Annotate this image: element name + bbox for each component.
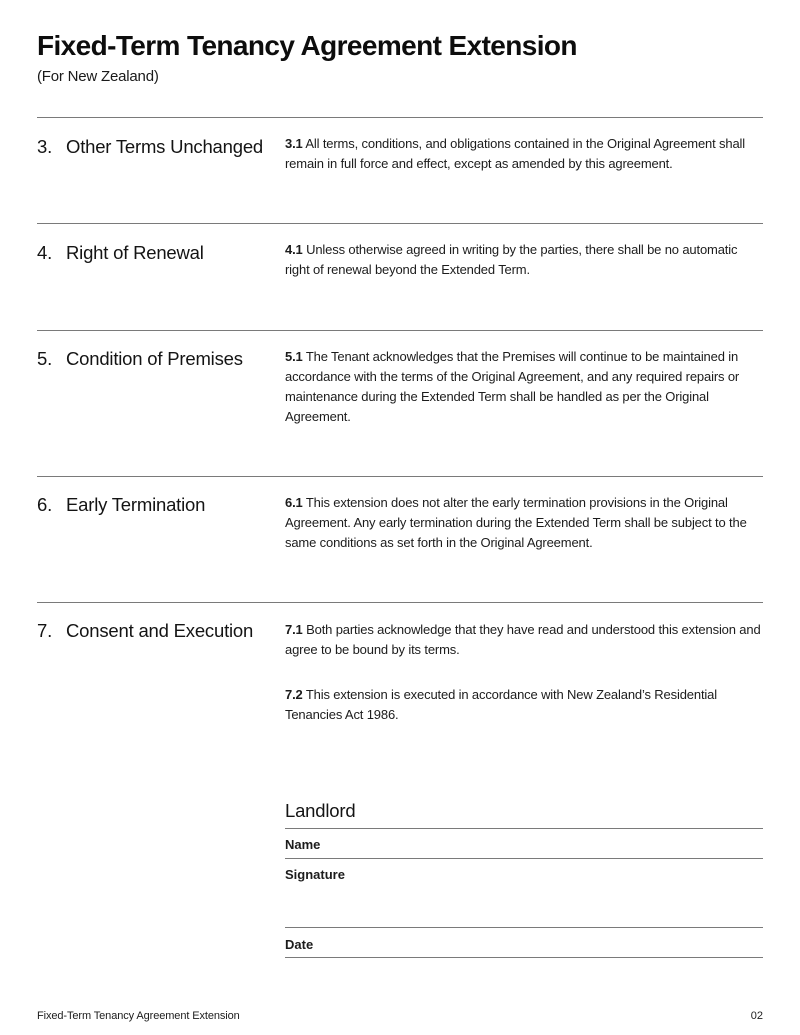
section-heading <box>37 348 243 370</box>
section-number: 5. <box>37 348 53 369</box>
section-number: 7. <box>37 620 53 641</box>
section-divider <box>37 476 763 477</box>
signature-divider <box>285 858 763 859</box>
section-heading <box>37 136 263 158</box>
signature-field[interactable]: Signature <box>285 867 345 882</box>
footer-page-number: 02 <box>750 1010 763 1022</box>
clause-6-1 <box>285 493 765 553</box>
clause-number: 7.2 <box>285 687 303 702</box>
document-page <box>37 0 763 1035</box>
document-title: Fixed-Term Tenancy Agreement Extension <box>37 30 577 61</box>
date-field[interactable]: Date <box>285 937 314 952</box>
section-number: 3. <box>37 136 53 157</box>
clause-3-1 <box>285 134 765 174</box>
section-divider <box>37 602 763 603</box>
clause-4-1 <box>285 240 765 280</box>
signature-divider <box>285 828 763 829</box>
clause-number: 7.1 <box>285 622 303 637</box>
clause-text: Both parties acknowledge that they have read and understood this extension and agree to be bound by its terms. <box>285 622 761 657</box>
signature-divider <box>285 957 763 958</box>
footer-document-title: Fixed-Term Tenancy Agreement Extension <box>37 1010 240 1022</box>
section-number: 4. <box>37 242 53 263</box>
section-title: Right of Renewal <box>66 242 204 263</box>
clause-number: 3.1 <box>285 136 303 151</box>
section-title: Other Terms Unchanged <box>66 136 264 157</box>
section-title: Early Termination <box>66 494 206 515</box>
section-divider <box>37 330 763 331</box>
name-field[interactable]: Name <box>285 837 321 852</box>
section-number: 6. <box>37 494 53 515</box>
clause-text: Unless otherwise agreed in writing by the parties, there shall be no automatic right of renewal beyond the Extended Term. <box>285 242 738 277</box>
clause-text: This extension does not alter the early termination provisions in the Original Agreement. Any early termination during the Extended Term shall be subject to the same conditions as set forth in the Original Agreement. <box>285 495 747 550</box>
section-divider <box>37 117 763 118</box>
section-heading <box>37 494 205 516</box>
clause-text: The Tenant acknowledges that the Premises will continue to be maintained in accordance with the terms of the Original Agreement, and any required repairs or maintenance during the Extended Term shall be handled as per the Original Agreement. <box>285 349 740 424</box>
clause-5-1 <box>285 347 765 427</box>
section-title: Condition of Premises <box>66 348 243 369</box>
clause-text: This extension is executed in accordance with New Zealand’s Residential Tenancies Act 1986. <box>285 687 717 722</box>
signature-party-title: Landlord <box>285 800 356 821</box>
clause-7-1 <box>285 620 765 660</box>
clause-number: 5.1 <box>285 349 303 364</box>
clause-number: 6.1 <box>285 495 303 510</box>
section-heading <box>37 242 204 264</box>
section-heading <box>37 620 253 642</box>
clause-number: 4.1 <box>285 242 303 257</box>
section-divider <box>37 223 763 224</box>
signature-divider <box>285 927 763 928</box>
section-title: Consent and Execution <box>66 620 254 641</box>
clause-7-2 <box>285 685 765 725</box>
clause-text: All terms, conditions, and obligations contained in the Original Agreement shall remain in full force and effect, except as amended by this agreement. <box>285 136 746 171</box>
document-subtitle: (For New Zealand) <box>37 68 159 85</box>
